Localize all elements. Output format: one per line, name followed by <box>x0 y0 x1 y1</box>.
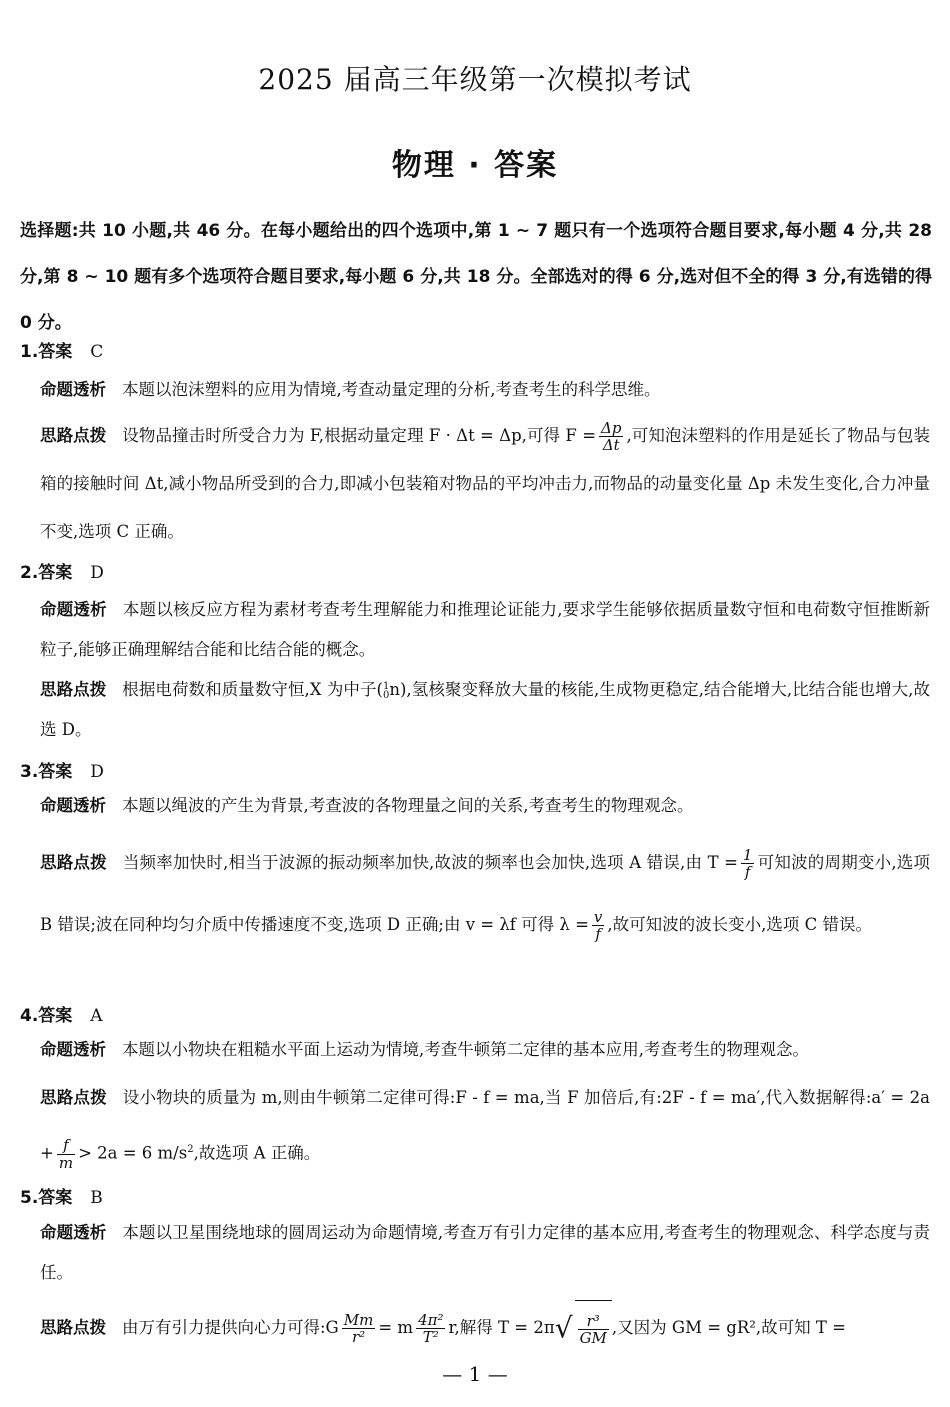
intent-text: 本题以泡沫塑料的应用为情境,考查动量定理的分析,考查考生的科学思维。 <box>122 380 661 399</box>
hint-text-b: 可知波的周期变小,选项 B 错误;波在同种均匀介质中传播速度不变,选项 D 正确;由 v = λf 可得 λ = <box>40 853 930 934</box>
hint-text-a: 根据电荷数和质量数守恒,X 为中子( <box>122 680 383 699</box>
fraction: $\frac{v}{f}$ <box>593 907 603 943</box>
hint-text-a: 设物品撞击时所受合力为 F,根据动量定理 F · Δt = Δp,可得 F = <box>122 426 597 445</box>
answer-label: 答案 <box>38 563 73 583</box>
nuclide-indices: 1 0 <box>382 680 390 701</box>
page-number: — 1 — <box>442 1362 508 1386</box>
exam-title: 2025 届高三年级第一次模拟考试 <box>258 63 692 96</box>
answer-value: B <box>90 1188 103 1208</box>
intent-text: 本题以卫星围绕地球的圆周运动为命题情境,考查万有引力定律的基本应用,考查考生的物理观念、科学态度与责任。 <box>40 1223 930 1282</box>
hint-text-a: 由万有引力提供向心力可得:G <box>122 1318 339 1337</box>
question-4-intent <box>40 1030 930 1070</box>
fraction: $\frac{\text{r³}}{GM}$ <box>579 1311 607 1347</box>
intent-label: 命题透析 <box>40 796 106 815</box>
question-2-intent <box>40 590 930 670</box>
intent-label: 命题透析 <box>40 600 107 619</box>
fraction: $\frac{\text{4π²}}{\text{T²}}$ <box>418 1310 444 1346</box>
question-5-intent <box>40 1213 930 1293</box>
answer-label: 答案 <box>38 1006 73 1026</box>
intent-text: 本题以绳波的产生为背景,考查波的各物理量之间的关系,考查考生的物理观念。 <box>122 796 694 815</box>
fraction: $\frac{f}{m}$ <box>58 1136 74 1172</box>
hint-text-c: ,故可知波的波长变小,选项 C 错误。 <box>607 915 873 934</box>
question-3-intent <box>40 786 930 826</box>
intent-text: 本题以小物块在粗糙水平面上运动为情境,考查牛顿第二定律的基本应用,考查考生的物理观念。 <box>122 1040 809 1059</box>
fraction: $\frac{Mm}{\text{r²}}$ <box>343 1310 374 1346</box>
answer-value: A <box>90 1006 103 1026</box>
question-number: 4. <box>20 1006 39 1026</box>
question-5-hint <box>40 1300 930 1357</box>
question-number: 1. <box>20 342 39 362</box>
answer-value: D <box>90 563 104 583</box>
fraction: $\frac{1}{f}$ <box>742 845 753 881</box>
hint-label: 思路点拨 <box>40 680 107 699</box>
neutron-symbol: n <box>389 680 400 699</box>
hint-label: 思路点拨 <box>40 1318 106 1337</box>
sqrt-body <box>575 1300 612 1357</box>
hint-text-b: ,可知泡沫塑料的作用是延长了物品与包装箱的接触时间 Δt,减小物品所受到的合力,即减小包装箱对物品的平均冲击力,而物品的动量变化量 Δp 未发生变化,合力冲量不变,选项 C 正确。 <box>40 426 931 541</box>
subject-title: 物理 · 答案 <box>391 148 559 183</box>
intent-label: 命题透析 <box>40 380 106 399</box>
question-2-hint <box>40 670 930 750</box>
fraction: $\frac{\Delta p}{\Delta t}$ <box>601 418 622 454</box>
hint-text-c: ,故选项 A 正确。 <box>193 1143 321 1163</box>
question-4-hint <box>40 1072 930 1180</box>
question-1-header <box>20 337 103 362</box>
question-number: 3. <box>20 762 39 782</box>
question-2-header <box>20 558 104 583</box>
intent-label: 命题透析 <box>40 1223 107 1242</box>
intent-text: 本题以核反应方程为素材考查考生理解能力和推理论证能力,要求学生能够依据质量数守恒和电荷数守恒推断新粒子,能够正确理解结合能和比结合能的概念。 <box>40 600 930 659</box>
question-number: 2. <box>20 563 39 583</box>
question-4-header <box>20 1001 103 1026</box>
answer-value: C <box>90 342 104 362</box>
answer-label: 答案 <box>38 762 73 782</box>
section-instructions: 选择题:共 10 小题,共 46 分。在每小题给出的四个选项中,第 1 ~ 7 题只有一个选项符合题目要求,每小题 4 分,共 28 分,第 8 ~ 10 题有多个选项符合题目要求,每小题 6 分,共 18 分。全部选对的得 6 分,选对但不全的得 3 分,有选错的得 0 分。 <box>20 221 932 333</box>
intent-label: 命题透析 <box>40 1040 106 1059</box>
hint-text-a: 当频率加快时,相当于波源的振动频率加快,故波的频率也会加快,选项 A 错误,由 T = <box>122 853 738 872</box>
hint-label: 思路点拨 <box>40 1088 107 1107</box>
answer-label: 答案 <box>38 342 73 362</box>
question-3-hint <box>40 832 930 956</box>
hint-text-b: ,又因为 GM = gR²,故可知 T = <box>611 1318 846 1337</box>
answer-label: 答案 <box>38 1188 73 1208</box>
question-3-header <box>20 757 104 782</box>
question-5-header <box>20 1183 103 1208</box>
equation-mid: r,解得 T = 2π <box>448 1318 555 1337</box>
hint-label: 思路点拨 <box>40 853 107 872</box>
question-1-intent <box>40 370 930 410</box>
question-number: 5. <box>20 1188 39 1208</box>
hint-text-a: 设小物块的质量为 m,则由牛顿第二定律可得:F - f = ma,当 F 加倍后,有:2F - f = ma′,代入数据解得:a′ = 2a + <box>40 1088 930 1163</box>
hint-text-b: ),氢核聚变释放大量的核能,生成物更稳定,结合能增大,比结合能也增大,故选 D。 <box>40 680 930 739</box>
hint-label: 思路点拨 <box>40 426 107 445</box>
sqrt-icon: √ <box>554 1311 573 1345</box>
equation-mid: = m <box>378 1318 414 1337</box>
answer-value: D <box>90 762 104 782</box>
superscript: 2 <box>187 1144 194 1155</box>
question-1-hint <box>40 412 930 556</box>
hint-text-b: > 2a = 6 m/s <box>78 1143 188 1163</box>
